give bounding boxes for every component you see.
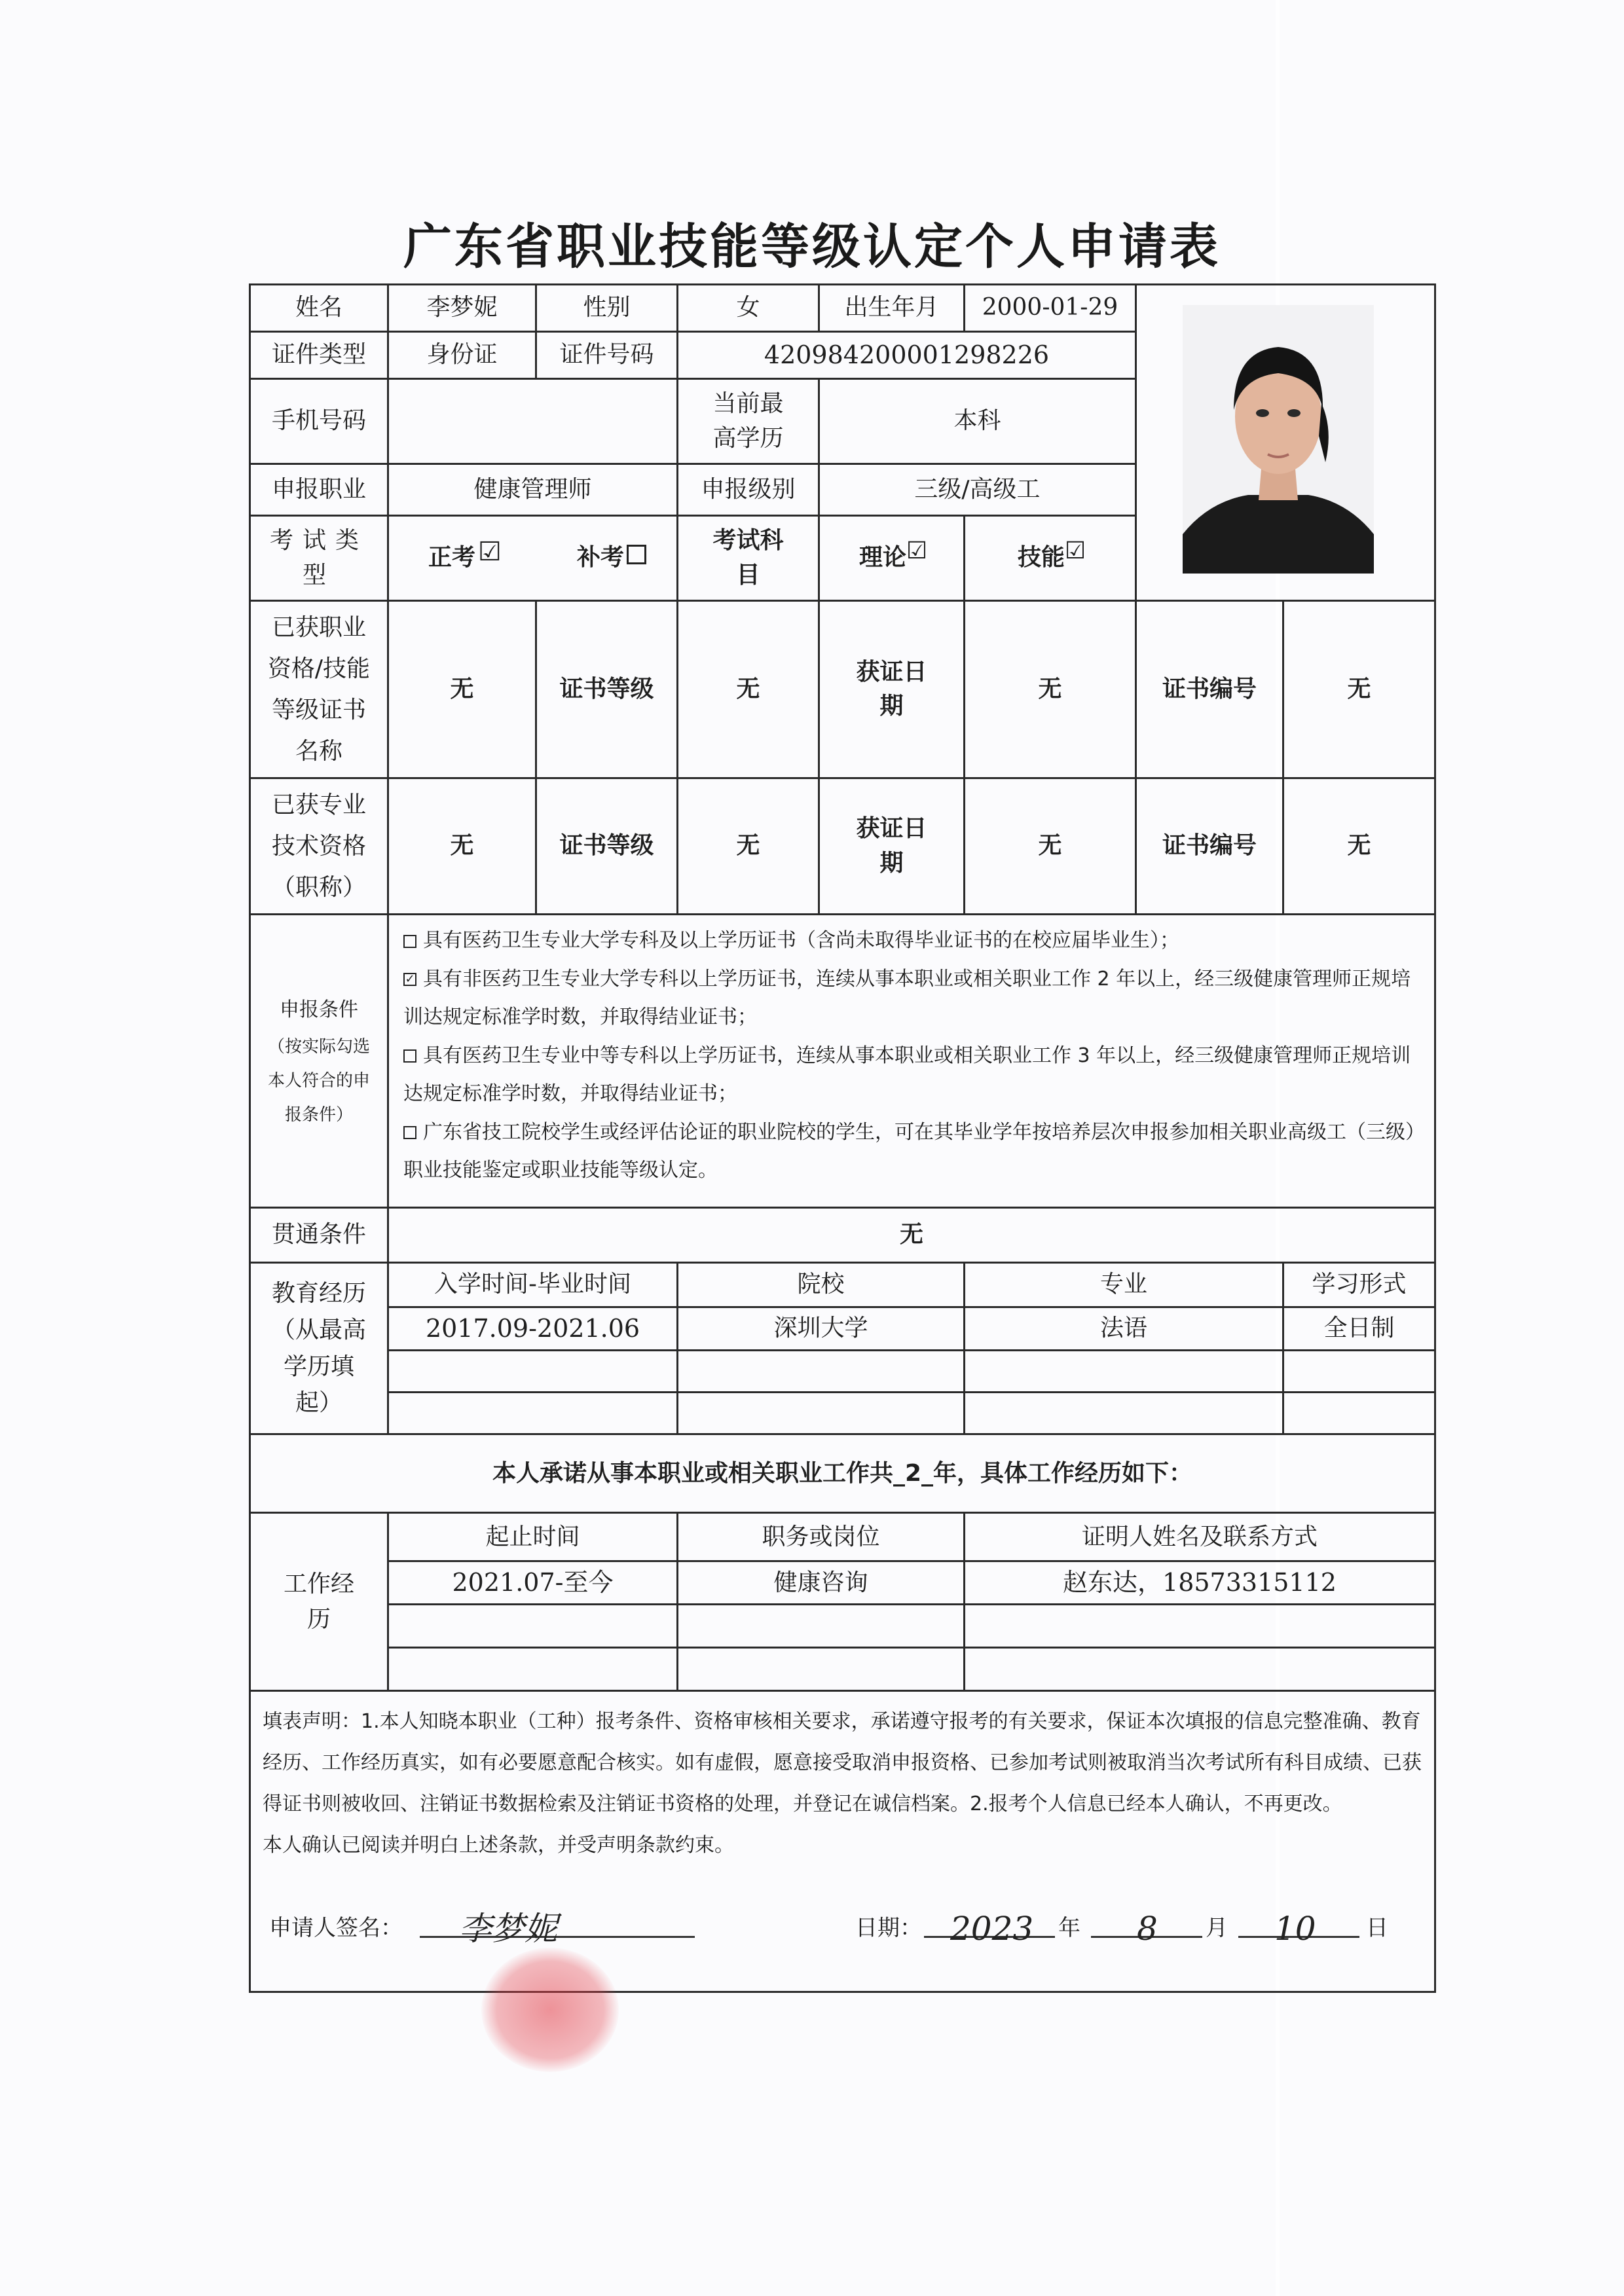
work-row-3-position [678,1648,965,1691]
exam-type-label: 考试类型 [250,516,388,601]
work-row-1-period: 2021.07-至今 [388,1561,678,1605]
work-row-1-position: 健康咨询 [678,1561,965,1605]
photo-cell [1136,285,1435,601]
applicant-photo [1183,305,1374,574]
qualification-no-value: 无 [1283,601,1435,778]
professional-no-label: 证书编号 [1136,778,1283,915]
work-row-1-witness: 赵东达，18573315112 [965,1561,1435,1605]
work-row-2-witness [965,1605,1435,1648]
birth-label: 出生年月 [819,285,965,332]
edu-row-2-mode [1283,1351,1435,1393]
edu-row-3-period [388,1393,678,1434]
year-unit: 年 [1058,1915,1080,1942]
condition-item-3 [403,1037,1425,1114]
condition-item-2 [403,960,1425,1037]
condition-1-text: 具有医药卫生专业大学专科及以上学历证书（含尚未取得毕业证书的在校应届毕业生）； [423,929,1179,952]
edu-row-3-school [678,1393,965,1434]
gender-value: 女 [678,285,819,332]
professional-title-name: 无 [388,778,536,915]
conditions-label-cell [250,915,388,1208]
work-row-2-position [678,1605,965,1648]
lilun-option [819,516,965,601]
conditions-sublabel: （按实际勾选本人符合的申报条件） [267,1036,370,1125]
condition-4-checkbox[interactable] [403,1126,416,1139]
sign-label: 申请人签名： [269,1915,403,1942]
professional-grade-label: 证书等级 [536,778,678,915]
red-fingerprint-seal [481,1948,619,2072]
condition-2-text: 具有非医药卫生专业大学专科以上学历证书，连续从事本职业或相关职业工作 2 年以上，经三级健康管理师正规培训达规定标准学时数，并取得结业证书； [403,967,1411,1029]
qualification-date-value: 无 [965,601,1136,778]
work-promise: 本人承诺从事本职业或相关职业工作共_2_年，具体工作经历如下： [250,1434,1435,1513]
jineng-label: 技能 [1018,544,1065,572]
signature-handwriting: 李梦妮 [459,1910,557,1948]
jineng-option [965,516,1136,601]
edu-header-major: 专业 [965,1263,1283,1307]
edu-row-2-major [965,1351,1283,1393]
phone-label: 手机号码 [250,379,388,464]
condition-item-4 [403,1114,1425,1190]
professional-no-value: 无 [1283,778,1435,915]
apply-level-label: 申报级别 [678,464,819,516]
name-value: 李梦妮 [388,285,536,332]
application-form-table [249,283,1436,1993]
edu-row-2-period [388,1351,678,1393]
condition-4-text: 广东省技工院校学生或经评估论证的职业院校的学生，可在其毕业学年按培养层次申报参加相关职业高级工（三级）职业技能鉴定或职业技能等级认定。 [403,1120,1425,1182]
qualification-grade-value: 无 [678,601,819,778]
work-row-3-period [388,1648,678,1691]
qualification-no-label: 证书编号 [1136,601,1283,778]
exam-type-options [388,516,678,601]
edu-row-1-mode: 全日制 [1283,1307,1435,1351]
bukao-option: 补考 [576,544,624,572]
edu-row-1-school: 深圳大学 [678,1307,965,1351]
professional-date-value: 无 [965,778,1136,915]
edu-row-1-period: 2017.09-2021.06 [388,1307,678,1351]
education-level-label: 当前最高学历 [678,379,819,464]
name-label: 姓名 [250,285,388,332]
bukao-checkbox [627,545,646,564]
exam-subject-label: 考试科目 [678,516,819,601]
year-value: 2023 [950,1910,1034,1948]
signature-row [263,1896,1422,1948]
apply-level-value: 三级/高级工 [819,464,1136,516]
work-row-2-period [388,1605,678,1648]
work-header-witness: 证明人姓名及联系方式 [965,1513,1435,1561]
id-type-label: 证件类型 [250,332,388,379]
date-label: 日期： [855,1915,922,1942]
zhengkao-option: 正考 [428,544,476,572]
edu-row-2-school [678,1351,965,1393]
conditions-list [388,915,1435,1208]
qualification-cert-label: 已获职业资格/技能等级证书名称 [250,601,388,778]
day-unit: 日 [1366,1915,1388,1942]
gender-label: 性别 [536,285,678,332]
lilun-checkbox: ☑ [906,538,928,565]
edu-row-3-major [965,1393,1283,1434]
professional-grade-value: 无 [678,778,819,915]
work-row-3-witness [965,1648,1435,1691]
edu-row-1-major: 法语 [965,1307,1283,1351]
id-number-value: 420984200001298226 [678,332,1136,379]
edu-header-school: 院校 [678,1263,965,1307]
through-condition-label: 贯通条件 [250,1208,388,1263]
professional-date-label: 获证日期 [819,778,965,915]
day-value: 10 [1274,1910,1316,1948]
condition-3-text: 具有医药卫生专业中等专科以上学历证书，连续从事本职业或相关职业工作 3 年以上，经三级健康管理师正规培训达规定标准学时数，并取得结业证书； [403,1044,1411,1105]
condition-3-checkbox[interactable] [403,1049,416,1063]
month-unit: 月 [1206,1915,1228,1942]
work-header-position: 职务或岗位 [678,1513,965,1561]
zhengkao-checkbox: ☑ [478,537,502,568]
declaration-cell [250,1691,1435,1992]
education-level-value: 本科 [819,379,1136,464]
professional-title-label: 已获专业技术资格（职称） [250,778,388,915]
jineng-checkbox: ☑ [1065,538,1086,565]
education-history-label: 教育经历（从最高学历填起） [250,1263,388,1434]
condition-2-checkbox[interactable]: ✓ [403,973,416,986]
qualification-date-label: 获证日期 [819,601,965,778]
edu-header-period: 入学时间-毕业时间 [388,1263,678,1307]
edu-row-3-mode [1283,1393,1435,1434]
form-title: 广东省职业技能等级认定个人申请表 [403,219,1221,275]
declaration-confirm: 本人确认已阅读并明白上述条款，并受声明条款约束。 [263,1834,734,1857]
id-number-label: 证件号码 [536,332,678,379]
month-value: 8 [1137,1910,1158,1948]
conditions-label: 申报条件 [280,998,358,1021]
edu-header-mode: 学习形式 [1283,1263,1435,1307]
id-type-value: 身份证 [388,332,536,379]
work-header-period: 起止时间 [388,1513,678,1561]
declaration-text: 填表声明：1.本人知晓本职业（工种）报考条件、资格审核相关要求，承诺遵守报考的有关要求，保证本次填报的信息完整准确、教育经历、工作经历真实，如有必要愿意配合核实。如有虚假，愿意接受取消申报资格、已参加考试则被取消当次考试所有科目成绩、已获得证书则被收回、注销证书数据检索及注销证书资格的处理，并登记在诚信档案。2.报考个人信息已经本人确认，不再更改。 [263,1710,1422,1816]
occupation-label: 申报职业 [250,464,388,516]
lilun-label: 理论 [859,544,907,572]
occupation-value: 健康管理师 [388,464,678,516]
condition-item-1 [403,922,1425,960]
birth-value: 2000-01-29 [965,285,1136,332]
through-condition-value: 无 [388,1208,1435,1263]
qualification-grade-label: 证书等级 [536,601,678,778]
qualification-cert-name: 无 [388,601,536,778]
condition-1-checkbox[interactable] [403,935,416,948]
phone-value [388,379,678,464]
work-history-label: 工作经历 [250,1513,388,1691]
